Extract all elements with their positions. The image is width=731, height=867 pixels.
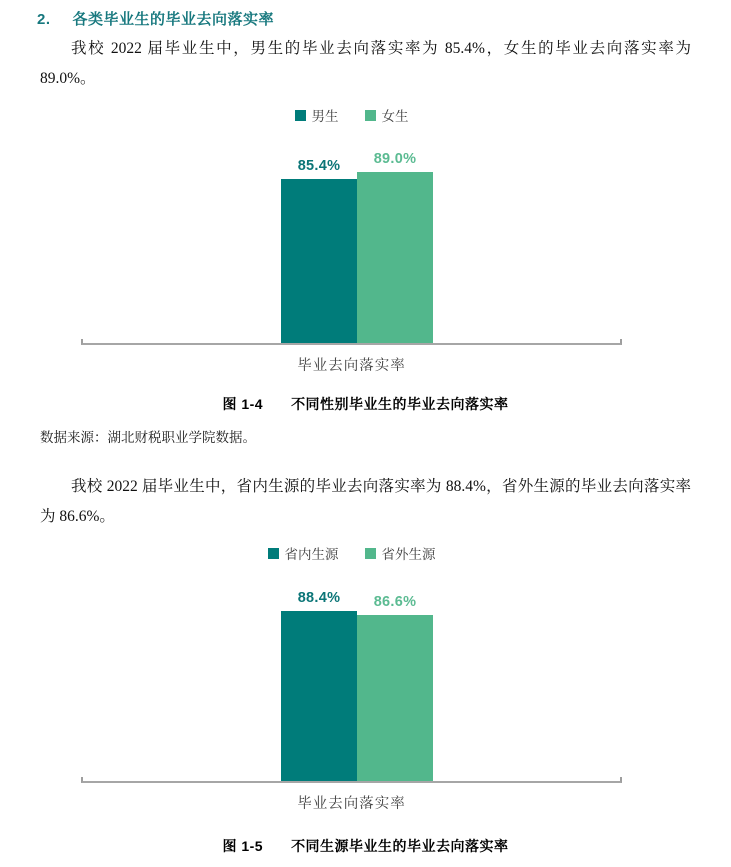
paragraph-origin [40,472,691,532]
legend-item [295,105,339,125]
paragraph-line: 我校 2022 届毕业生中，省内生源的毕业去向落实率为 88.4%，省外生源的毕业去向落实率 [71,478,691,495]
figure-caption [0,394,731,414]
legend-swatch-icon [365,548,376,559]
legend-swatch-icon [295,110,306,121]
legend-swatch-icon [365,110,376,121]
paragraph-gender [40,34,691,94]
figure-title: 不同性别毕业生的毕业去向落实率 [291,396,509,412]
figure-number: 图 1-5 [222,838,264,854]
bar-in-province [281,611,357,781]
bar-column [281,158,357,343]
section-number: 2. [37,11,51,28]
section-heading [37,8,274,29]
plot-area [81,124,622,345]
legend-item [268,543,339,563]
x-axis-label: 毕业去向落实率 [297,358,406,374]
legend-label: 女生 [381,109,409,124]
data-label: 88.4% [297,590,341,606]
data-label: 85.4% [297,158,341,174]
legend-swatch-icon [268,548,279,559]
figure-number: 图 1-4 [222,396,264,412]
x-axis-label: 毕业去向落实率 [297,796,406,812]
section-title: 各类毕业生的毕业去向落实率 [72,11,275,28]
bar-out-province [357,615,433,781]
chart-legend [81,106,622,124]
bar-group [281,590,433,781]
bar-female [357,172,433,343]
bar-group [281,151,433,343]
bar-column [281,590,357,781]
x-axis [81,339,622,345]
legend-label: 省内生源 [284,547,339,562]
chart-legend [81,544,622,562]
legend-item [365,105,409,125]
legend-label: 男生 [311,109,339,124]
data-label: 86.6% [373,594,417,610]
legend-item [365,543,436,563]
chart-origin [81,544,622,813]
bar-column [357,594,433,781]
paragraph-line: 我校 2022 届毕业生中，男生的毕业去向落实率为 85.4%，女生的毕业去向落实率为 [71,40,691,57]
figure-caption [0,836,731,856]
plot-area [81,562,622,783]
figure-title: 不同生源毕业生的毕业去向落实率 [291,838,509,854]
bar-column [357,151,433,343]
x-axis [81,777,622,783]
data-source-note: 数据来源：湖北财税职业学院数据。 [40,430,256,445]
paragraph-line: 89.0%。 [40,70,96,87]
paragraph-line: 为 86.6%。 [40,508,115,525]
legend-label: 省外生源 [381,547,436,562]
chart-gender [81,106,622,375]
data-label: 89.0% [373,151,417,167]
bar-male [281,179,357,343]
